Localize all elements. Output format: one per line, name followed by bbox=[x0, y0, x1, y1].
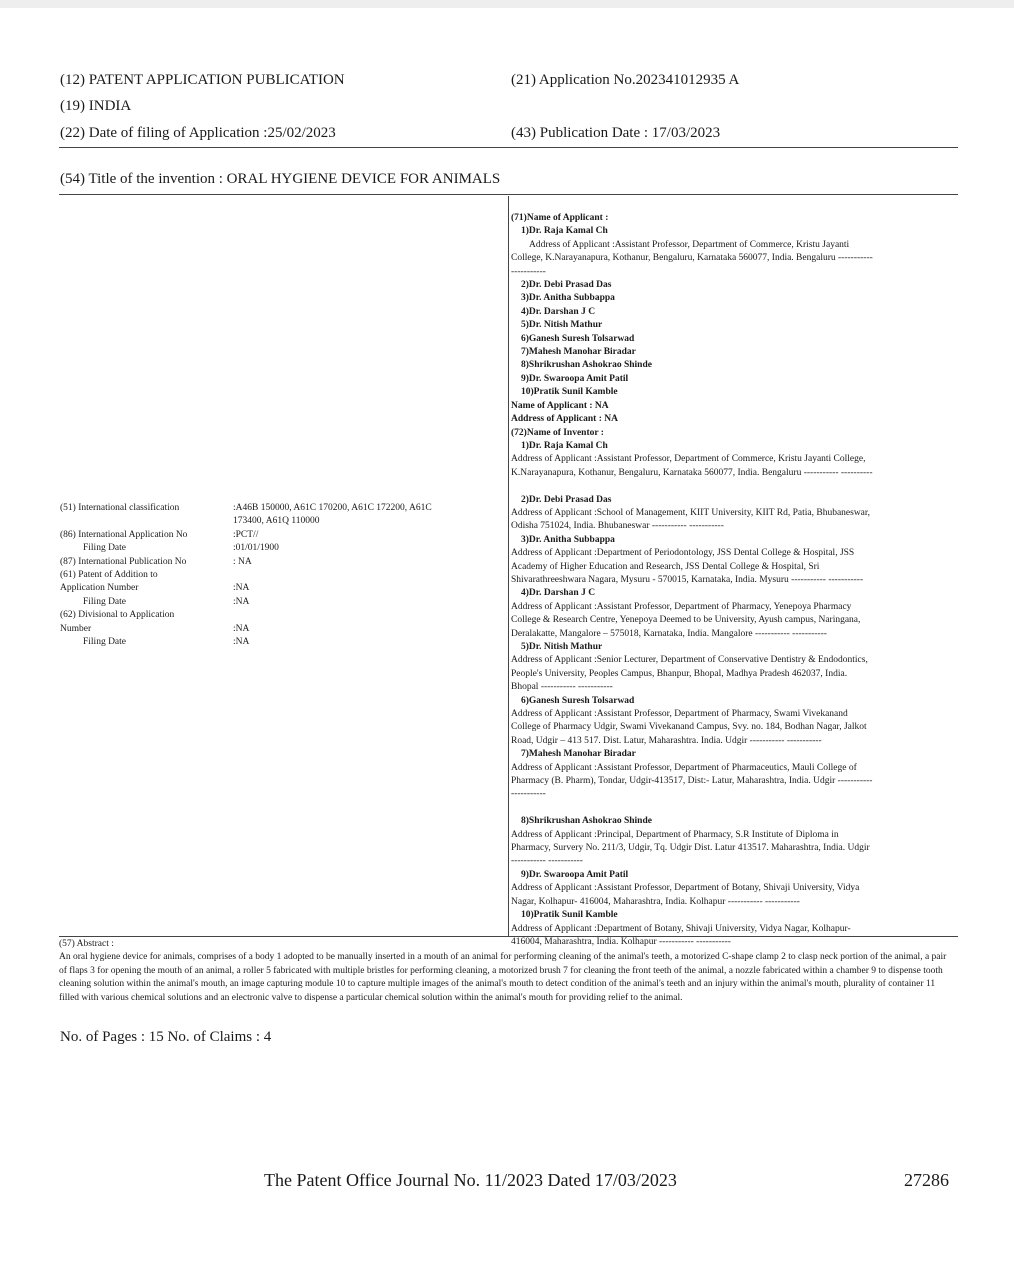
inventor-list bbox=[511, 440, 958, 949]
applicant-name: 10)Pratik Sunil Kamble bbox=[521, 387, 618, 398]
applicant-name: 6)Ganesh Suresh Tolsarwad bbox=[521, 333, 635, 344]
inventor-address-line: Academy of Higher Education and Research, JSS Dental College & Hospital, Sri bbox=[511, 561, 820, 572]
classification-row bbox=[60, 569, 500, 582]
publication-date: (43) Publication Date : 17/03/2023 bbox=[511, 125, 721, 141]
inventor-address-line: K.Narayanapura, Kothanur, Bengaluru, Karnataka 560077, India. Bengaluru ----------- ---------- bbox=[511, 467, 873, 478]
applicant-name-na: Name of Applicant : NA bbox=[511, 400, 609, 411]
inventor-address-line: ----------- ----------- bbox=[511, 856, 583, 867]
abstract-section bbox=[59, 938, 956, 1005]
classification-value: :A46B 150000, A61C 170200, A61C 172200, A61C bbox=[233, 503, 432, 513]
applicant-name: 9)Dr. Swaroopa Amit Patil bbox=[521, 373, 629, 384]
inventor-address-line: Address of Applicant :Assistant Professor, Department of Pharmacy, Swami Vivekanand bbox=[511, 709, 848, 720]
inventor-address-line: Address of Applicant :Assistant Professor, Department of Commerce, Kristu Jayanti College, bbox=[511, 454, 866, 465]
classification-label: Number bbox=[60, 623, 92, 634]
country: (19) INDIA bbox=[60, 98, 132, 114]
classification-row bbox=[60, 609, 500, 622]
inventor-address-line: Address of Applicant :School of Management, KIIT University, KIIT Rd, Patia, Bhubaneswar, bbox=[511, 507, 871, 518]
classification-row bbox=[60, 542, 500, 555]
classification-row bbox=[60, 623, 500, 636]
header-divider bbox=[59, 147, 958, 148]
classification-label: (62) Divisional to Application bbox=[60, 610, 175, 621]
applicant-name: 7)Mahesh Manohar Biradar bbox=[521, 347, 636, 358]
application-number: (21) Application No.202341012935 A bbox=[511, 72, 740, 88]
inventor-address-line: Address of Applicant :Assistant Professor, Department of Pharmacy, Yenepoya Pharmacy bbox=[511, 601, 852, 612]
applicant-name: 5)Dr. Nitish Mathur bbox=[521, 320, 603, 331]
classification-row bbox=[60, 556, 500, 569]
inventor-address-line: Pharmacy, Survery No. 211/3, Udgir, Tq. Udgir Dist. Latur 413517. Maharashtra, India. Udgir bbox=[511, 843, 870, 854]
inventor-name: 1)Dr. Raja Kamal Ch bbox=[521, 440, 608, 451]
classification-row bbox=[60, 636, 500, 649]
applicant-address-line: College, K.Narayanapura, Kothanur, Bengaluru, Karnataka 560077, India. Bengaluru ----------- bbox=[511, 253, 873, 264]
applicant-address-line: ----------- bbox=[511, 266, 546, 277]
inventor-address-line: Address of Applicant :Assistant Professor, Department of Pharmaceutics, Mauli College of bbox=[511, 762, 857, 773]
applicant-address-line: Address of Applicant :Assistant Professor, Department of Commerce, Kristu Jayanti bbox=[529, 239, 850, 250]
inventor-label: (72)Name of Inventor : bbox=[511, 427, 604, 438]
classification-value: :NA bbox=[233, 636, 250, 647]
inventor-address-line: People's University, Peoples Campus, Bhanpur, Bhopal, Madhya Pradesh 462037, India. bbox=[511, 668, 848, 679]
inventor-address-line: Pharmacy (B. Pharm), Tondar, Udgir-413517, Dist:- Latur, Maharashtra, India. Udgir ----------- bbox=[511, 776, 873, 787]
abstract-label: (57) Abstract : bbox=[59, 939, 114, 949]
classification-table bbox=[60, 502, 500, 649]
applicant-name: 1)Dr. Raja Kamal Ch bbox=[521, 226, 608, 237]
filing-date: (22) Date of filing of Application :25/02/2023 bbox=[60, 125, 336, 141]
inventor-address-line: Address of Applicant :Department of Botany, Shivaji University, Vidya Nagar, Kolhapur- bbox=[511, 923, 851, 934]
abstract-text: An oral hygiene device for animals, comprises of a body 1 adopted to be manually inserted in a mouth of an animal for performing cleaning of the animal's teeth, a motorized C-shape clamp 2 to clasp neck portion of the animal, a pair of flaps 3 for opening the mouth of an animal, a roller 5 fabricated with multiple bristles for performing cleaning, a motorized brush 7 for cleaning the front teeth of the animal, a nozzle fabricated within a chamber 9 to dispense tooth cleaning solution within the animal's mouth, an image capturing module 10 to capture multiple images of the animal's mouth to detect condition of the animal's teeth and an injury within the animal's mouth, plurality of container 11 filled with various chemical solutions and an electronic valve to dispense a particular chemical solution within the animal's mouth for providing relief to the animal. bbox=[59, 952, 947, 1003]
inventor-name: 10)Pratik Sunil Kamble bbox=[521, 910, 618, 921]
page-number: 27286 bbox=[904, 1170, 949, 1190]
inventor-address-line: Address of Applicant :Department of Periodontology, JSS Dental College & Hospital, JSS bbox=[511, 548, 855, 559]
classification-label: Filing Date bbox=[83, 596, 127, 607]
top-band bbox=[0, 0, 1014, 8]
classification-row bbox=[60, 515, 500, 528]
publication-type: (12) PATENT APPLICATION PUBLICATION bbox=[60, 72, 345, 88]
applicant-name: 4)Dr. Darshan J C bbox=[521, 306, 596, 317]
inventor-address-line: ----------- bbox=[511, 789, 546, 800]
inventor-address-line: College of Pharmacy Udgir, Swami Vivekanand Campus, Svy. no. 184, Bodhan Nagar, Jalkot bbox=[511, 722, 867, 733]
classification-label: (51) International classification bbox=[60, 503, 180, 513]
classification-row bbox=[60, 596, 500, 609]
column-divider bbox=[508, 196, 509, 936]
inventor-address-line: Shivarathreeshwara Nagara, Mysuru - 570015, Karnataka, India. Mysuru ----------- ----------- bbox=[511, 574, 864, 585]
inventor-name: 2)Dr. Debi Prasad Das bbox=[521, 494, 612, 505]
applicant-label: (71)Name of Applicant : bbox=[511, 213, 609, 223]
inventor-name: 9)Dr. Swaroopa Amit Patil bbox=[521, 869, 629, 880]
invention-title: (54) Title of the invention : ORAL HYGIENE DEVICE FOR ANIMALS bbox=[60, 171, 501, 187]
inventor-address-line: Address of Applicant :Senior Lecturer, Department of Conservative Dentistry & Endodontics, bbox=[511, 655, 868, 666]
inventor-name: 5)Dr. Nitish Mathur bbox=[521, 641, 603, 652]
inventor-address-line bbox=[511, 480, 958, 493]
applicant-address-na: Address of Applicant : NA bbox=[511, 414, 618, 425]
pages-and-claims: No. of Pages : 15 No. of Claims : 4 bbox=[60, 1029, 272, 1045]
applicant-name: 2)Dr. Debi Prasad Das bbox=[521, 280, 612, 291]
classification-value: :NA bbox=[233, 596, 250, 607]
classification-value: :NA bbox=[233, 583, 250, 594]
classification-value: : NA bbox=[233, 556, 252, 567]
inventor-address-line: Deralakatte, Mangalore – 575018, Karnataka, India. Mangalore ----------- ----------- bbox=[511, 628, 827, 639]
inventor-address-line: Address of Applicant :Assistant Professor, Department of Botany, Shivaji University, Vidya bbox=[511, 883, 860, 894]
inventor-address-line: Nagar, Kolhapur- 416004, Maharashtra, India. Kolhapur ----------- ----------- bbox=[511, 896, 800, 907]
applicant-name: 3)Dr. Anitha Subbappa bbox=[521, 293, 615, 304]
inventor-address-line: College & Research Centre, Yenepoya Deemed to be University, Ayush campus, Naringana, bbox=[511, 615, 861, 626]
classification-label: (61) Patent of Addition to bbox=[60, 569, 158, 580]
classification-row bbox=[60, 582, 500, 595]
classification-value: :PCT// bbox=[233, 529, 259, 540]
inventor-address-line: Address of Applicant :Principal, Department of Pharmacy, S.R Institute of Diploma in bbox=[511, 829, 839, 840]
inventor-address-line: Odisha 751024, India. Bhubaneswar ----------- ----------- bbox=[511, 521, 724, 532]
classification-row bbox=[60, 502, 500, 515]
inventor-address-line: Bhopal ----------- ----------- bbox=[511, 682, 613, 693]
inventor-address-line: Road, Udgir – 413 517. Dist. Latur, Maharashtra. India. Udgir ----------- ----------- bbox=[511, 735, 822, 746]
classification-label: (86) International Application No bbox=[60, 529, 188, 540]
applicant-name: 8)Shrikrushan Ashokrao Shinde bbox=[521, 360, 652, 371]
classification-label: Application Number bbox=[60, 583, 139, 594]
classification-value: :01/01/1900 bbox=[233, 543, 279, 554]
classification-label: (87) International Publication No bbox=[60, 556, 187, 567]
title-divider bbox=[59, 194, 958, 195]
inventor-name: 6)Ganesh Suresh Tolsarwad bbox=[521, 695, 635, 706]
classification-label: Filing Date bbox=[83, 543, 127, 554]
classification-value: :NA bbox=[233, 623, 250, 634]
inventor-name: 4)Dr. Darshan J C bbox=[521, 588, 596, 599]
inventor-address-line: 416004, Maharashtra, India. Kolhapur ----------- ----------- bbox=[511, 936, 731, 947]
applicant-inventor-column bbox=[511, 212, 958, 949]
inventor-name: 7)Mahesh Manohar Biradar bbox=[521, 749, 636, 760]
inventor-name: 3)Dr. Anitha Subbappa bbox=[521, 534, 615, 545]
classification-row bbox=[60, 529, 500, 542]
inventor-name: 8)Shrikrushan Ashokrao Shinde bbox=[521, 816, 652, 827]
journal-footer: The Patent Office Journal No. 11/2023 Dated 17/03/2023 bbox=[264, 1170, 677, 1190]
abstract-divider bbox=[59, 936, 958, 937]
classification-label: Filing Date bbox=[83, 636, 127, 647]
inventor-address-line bbox=[511, 802, 958, 815]
classification-value: 173400, A61Q 110000 bbox=[233, 516, 320, 527]
